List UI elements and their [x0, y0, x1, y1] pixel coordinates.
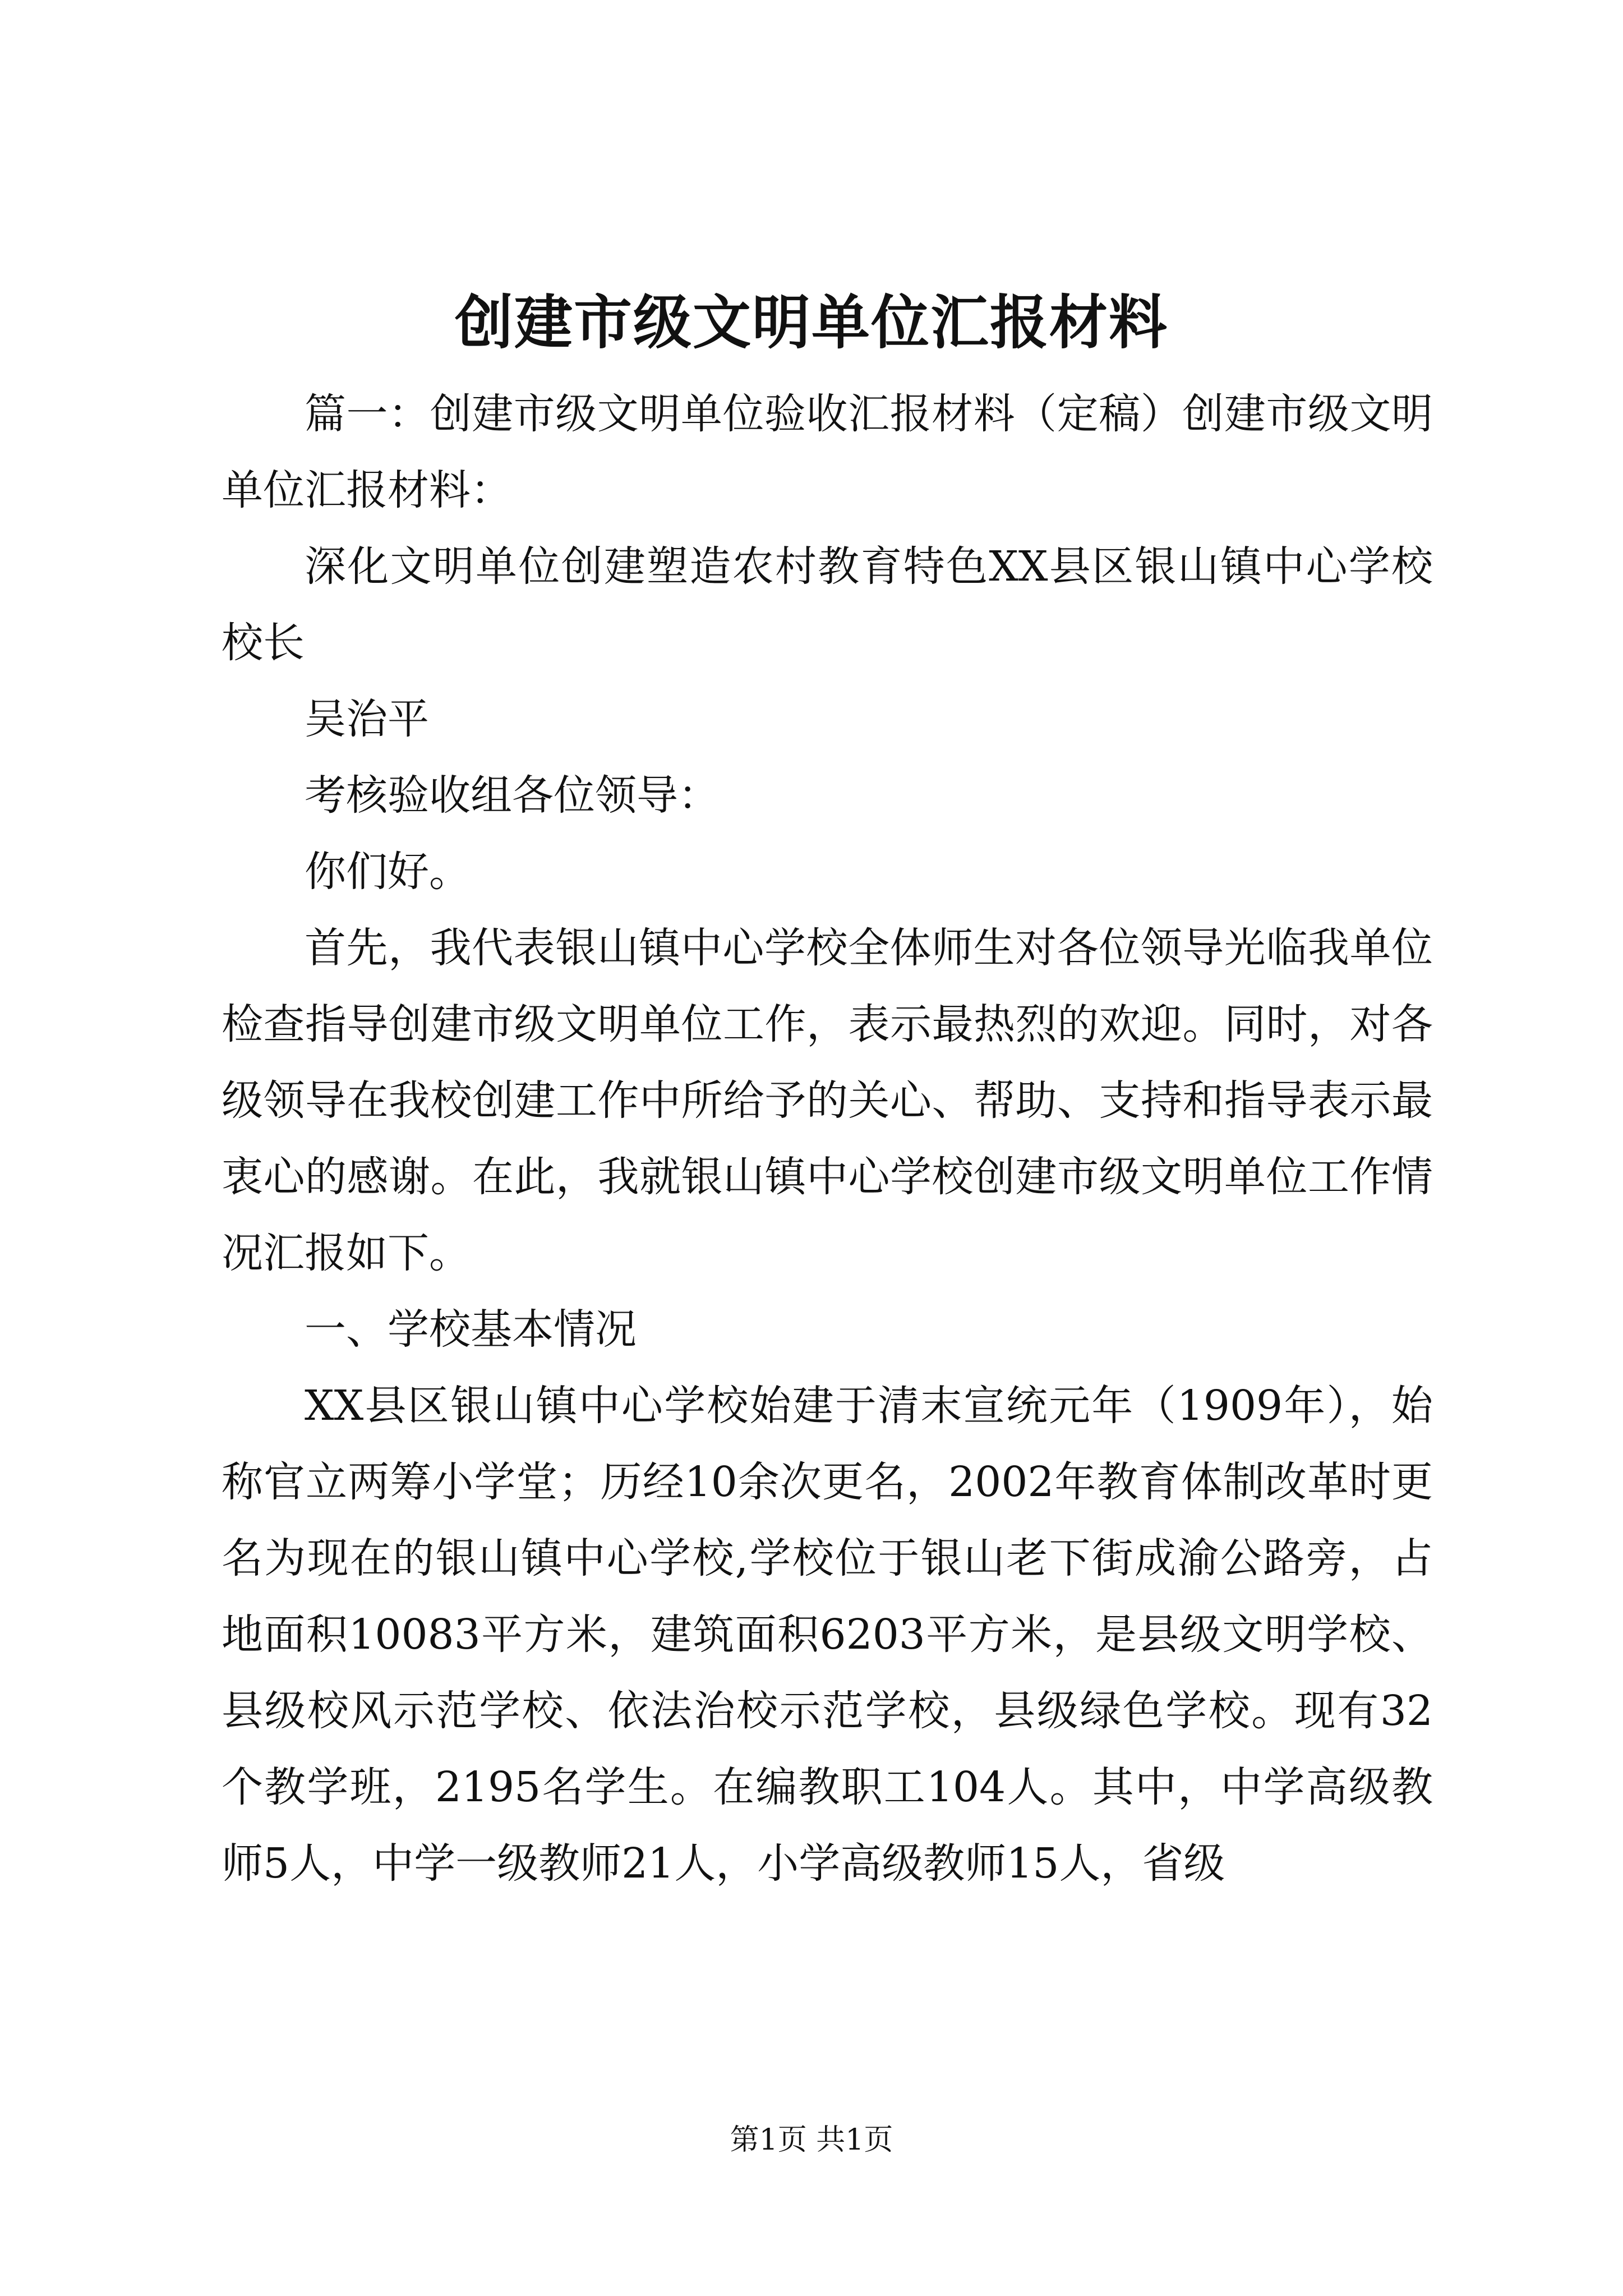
document-title: 创建市级文明单位汇报材料	[454, 288, 1168, 357]
paragraph-salutation: 考核验收组各位领导：	[305, 771, 720, 820]
paragraph-school-info: XX县区银山镇中心学校始建于清末宣统元年（1909年），始称官立两筹小学堂；历经10余次更名，2002年教育体制改革时更名为现在的银山镇中心学校,学校位于银山老下街成渝公路旁，占地面积10083平方米，建筑面积6203平方米，是县级文明学校、县级校风示范学校、依法治校示范学校，县级绿色学校。现有32个教学班，2195名学生。在编教职工104人。其中，中学高级教师5人，中学一级教师21人，小学高级教师15人，省级	[222, 1382, 1433, 1888]
paragraph-author: 吴治平	[305, 695, 429, 743]
paragraph-greeting: 你们好。	[305, 848, 471, 896]
page-footer: 第1页 共1页	[730, 2123, 893, 2157]
paragraph-opening: 首先，我代表银山镇中心学校全体师生对各位领导光临我单位检查指导创建市级文明单位工作，表示最热烈的欢迎。同时，对各级领导在我校创建工作中所给予的关心、帮助、支持和指导表示最衷心的感谢。在此，我就银山镇中心学校创建市级文明单位工作情况汇报如下。	[222, 924, 1433, 1277]
document-body	[222, 376, 1433, 1902]
paragraph-subtitle: 深化文明单位创建塑造农村教育特色XX县区银山镇中心学校校长	[222, 542, 1433, 667]
section-heading-1: 一、学校基本情况	[305, 1305, 637, 1354]
paragraph-intro: 篇一：创建市级文明单位验收汇报材料（定稿）创建市级文明单位汇报材料：	[222, 390, 1433, 514]
